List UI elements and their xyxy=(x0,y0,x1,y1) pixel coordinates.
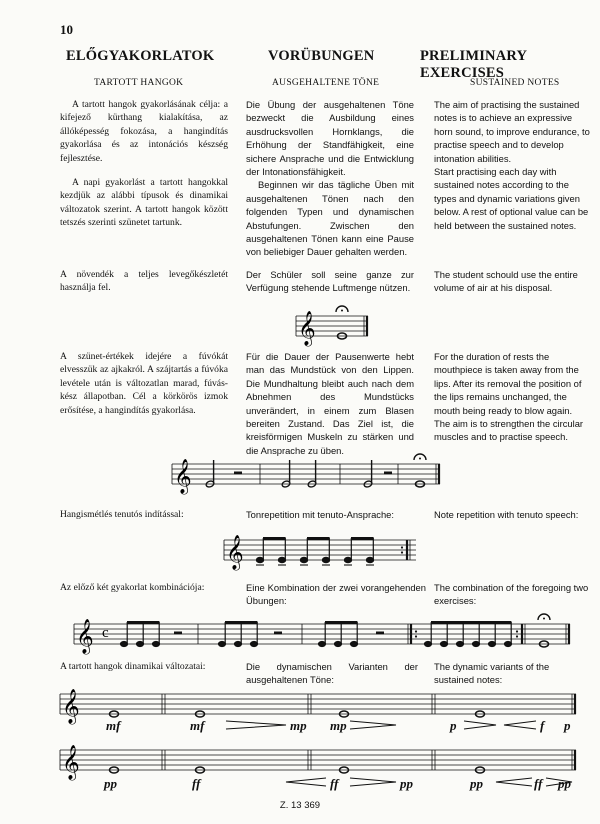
heading-en: PRELIMINARY EXERCISES xyxy=(420,48,527,81)
staff-sustained-note xyxy=(296,306,372,346)
staff-tenuto-repetition xyxy=(224,528,420,570)
dynamics-text-hu: A tartott hangok dinamikai változatai: xyxy=(60,661,206,672)
intro-text-de xyxy=(246,98,414,259)
time-signature: c xyxy=(102,625,109,641)
diminuendo-hairpin xyxy=(350,778,396,786)
crescendo-hairpin xyxy=(286,778,326,786)
repetition-text-hu: Hangismétlés tenutós indítással: xyxy=(60,509,184,520)
rest-text-en: For the duration of rests the mouthpiece is taken away from the lips. After its removal the position of the lips remains unchanged, the mouth being ready to blow again. The aim is to strengthen the circular muscles and to practise speech. xyxy=(434,351,584,443)
rest-text-de: Für die Dauer der Pausenwerte hebt man das Mundstück von den Lippen. Die Mundhaltung bleibt auch nach dem Abnehmen des Mundstücks unverändert, in einem zum Blasen bereiten Zustand. Das Ziel ist, die kreisförmigen Muskeln zu stärken und die Ansprache zu üben. xyxy=(246,351,414,456)
repetition-text-en: Note repetition with tenuto speech: xyxy=(434,509,579,520)
staff-notes-with-rests xyxy=(172,452,444,494)
diminuendo-hairpin xyxy=(464,721,496,729)
repetition-text-de: Tonrepetition mit tenuto-Ansprache: xyxy=(246,509,394,520)
treble-clef-icon: 𝄞 xyxy=(174,459,192,494)
dynamics-text-de: Die dynamischen Varianten der ausgehaltenen Töne: xyxy=(246,661,418,686)
treble-clef-icon: 𝄞 xyxy=(76,619,94,654)
dynamic-mark: pp xyxy=(400,776,413,791)
crescendo-hairpin xyxy=(496,778,532,786)
dynamic-mark: ff xyxy=(330,776,339,791)
heading-de: VORÜBUNGEN xyxy=(268,48,375,64)
combination-text-de: Eine Kombination der zwei vorangehenden Übungen: xyxy=(246,582,426,607)
heading-hu: ELŐGYAKORLATOK xyxy=(66,48,215,64)
treble-clef-icon: 𝄞 xyxy=(298,311,316,346)
combination-text-en: The combination of the foregoing two exercises: xyxy=(434,582,589,607)
air-text-de: Der Schüler soll seine ganze zur Verfügung stehende Luftmenge nützen. xyxy=(246,269,414,294)
dynamic-mark: mp xyxy=(290,718,307,733)
dynamic-mark: p xyxy=(564,718,571,733)
half-rest xyxy=(174,632,182,635)
intro-hu-p2: A napi gyakorlást a tartott hangokkal kezdjük az alábbi típusok és dinamikai változatok szerint. A tartott hangok között tetszés szerinti szünetet tartunk. xyxy=(60,177,228,229)
staff-combination xyxy=(74,612,574,656)
intro-de-p1: Die Übung der ausgehaltenen Töne bezweckt die Ausbildung eines ausdrucksvollen Hornklangs, die Erhöhung der Standfähigkeit, eine sichere Ansprache und die Entwicklung der Intonationsfähigkeit. xyxy=(246,99,414,178)
subheading-de: AUSGEHALTENE TÖNE xyxy=(272,78,380,88)
rest-text-hu: A szünet-értékek idejére a fúvókát elvesszük az ajkakról. A szájtartás a fúvóka levétele után is változatlan marad, fúvás-kész állapotban. Cél a körkörös izmok erősítése, a hangindítás gyakorlása. xyxy=(60,351,228,416)
dynamic-mark: pp xyxy=(470,776,483,791)
crescendo-hairpin xyxy=(504,721,536,729)
dynamic-mark: pp xyxy=(558,776,571,791)
dynamic-mark: f xyxy=(540,718,545,733)
intro-en-p2: Start practising each day with sustained notes according to the types and dynamic variations given below. A rest of optional value can be held between the sustained notes. xyxy=(434,166,589,231)
intro-text-en xyxy=(434,98,590,232)
dynamic-mark: mf xyxy=(106,718,121,733)
half-rest xyxy=(384,472,392,475)
dynamic-mark: mf xyxy=(190,718,205,733)
half-rest xyxy=(234,472,242,475)
publisher-code: Z. 13 369 xyxy=(279,800,321,811)
half-rest xyxy=(274,632,282,635)
intro-de-p2: Beginnen wir das tägliche Üben mit ausgehaltenen Tönen nach den folgenden Typen und dynamischen Abstufungen. Zwischen den ausgehaltenen Tönen kann eine Pause von beliebiger Dauer gehalten werden. xyxy=(246,179,414,258)
dynamic-mark: p xyxy=(450,718,457,733)
subheading-hu: TARTOTT HANGOK xyxy=(94,78,184,88)
diminuendo-hairpin xyxy=(350,721,396,729)
dynamic-mark: mp xyxy=(330,718,347,733)
treble-clef-icon: 𝄞 xyxy=(226,535,244,570)
combination-text-hu: Az előző két gyakorlat kombinációja: xyxy=(60,582,205,593)
dynamic-mark: ff xyxy=(192,776,201,791)
dynamic-mark: ff xyxy=(534,776,543,791)
intro-en-p1: The aim of practising the sustained notes is to achieve an expressive horn sound, to improve endurance, to practise speech and to develop intonation abilities. xyxy=(434,99,590,164)
air-text-hu: A növendék a teljes levegőkészletét használja fel. xyxy=(60,269,228,294)
air-text-en: The student schould use the entire volume of air at his disposal. xyxy=(434,269,578,294)
dynamic-mark: pp xyxy=(104,776,117,791)
treble-clef-icon: 𝄞 xyxy=(62,745,80,780)
intro-text-hu xyxy=(60,98,228,230)
page-number: 10 xyxy=(60,22,73,37)
intro-hu-p1: A tartott hangok gyakorlásának célja: a kifejező kürthang kialakítása, az állóképesség fokozása, a hangindítás gyakorlása és az intonációs készség fejlesztése. xyxy=(60,99,228,164)
half-rest xyxy=(376,632,384,635)
dynamics-text-en: The dynamic variants of the sustained notes: xyxy=(434,661,550,686)
subheading-en: SUSTAINED NOTES xyxy=(470,78,560,88)
treble-clef-icon: 𝄞 xyxy=(62,689,80,724)
staff-dynamics-2 xyxy=(60,742,580,790)
diminuendo-hairpin xyxy=(226,721,286,729)
staff-dynamics-1 xyxy=(60,688,580,733)
